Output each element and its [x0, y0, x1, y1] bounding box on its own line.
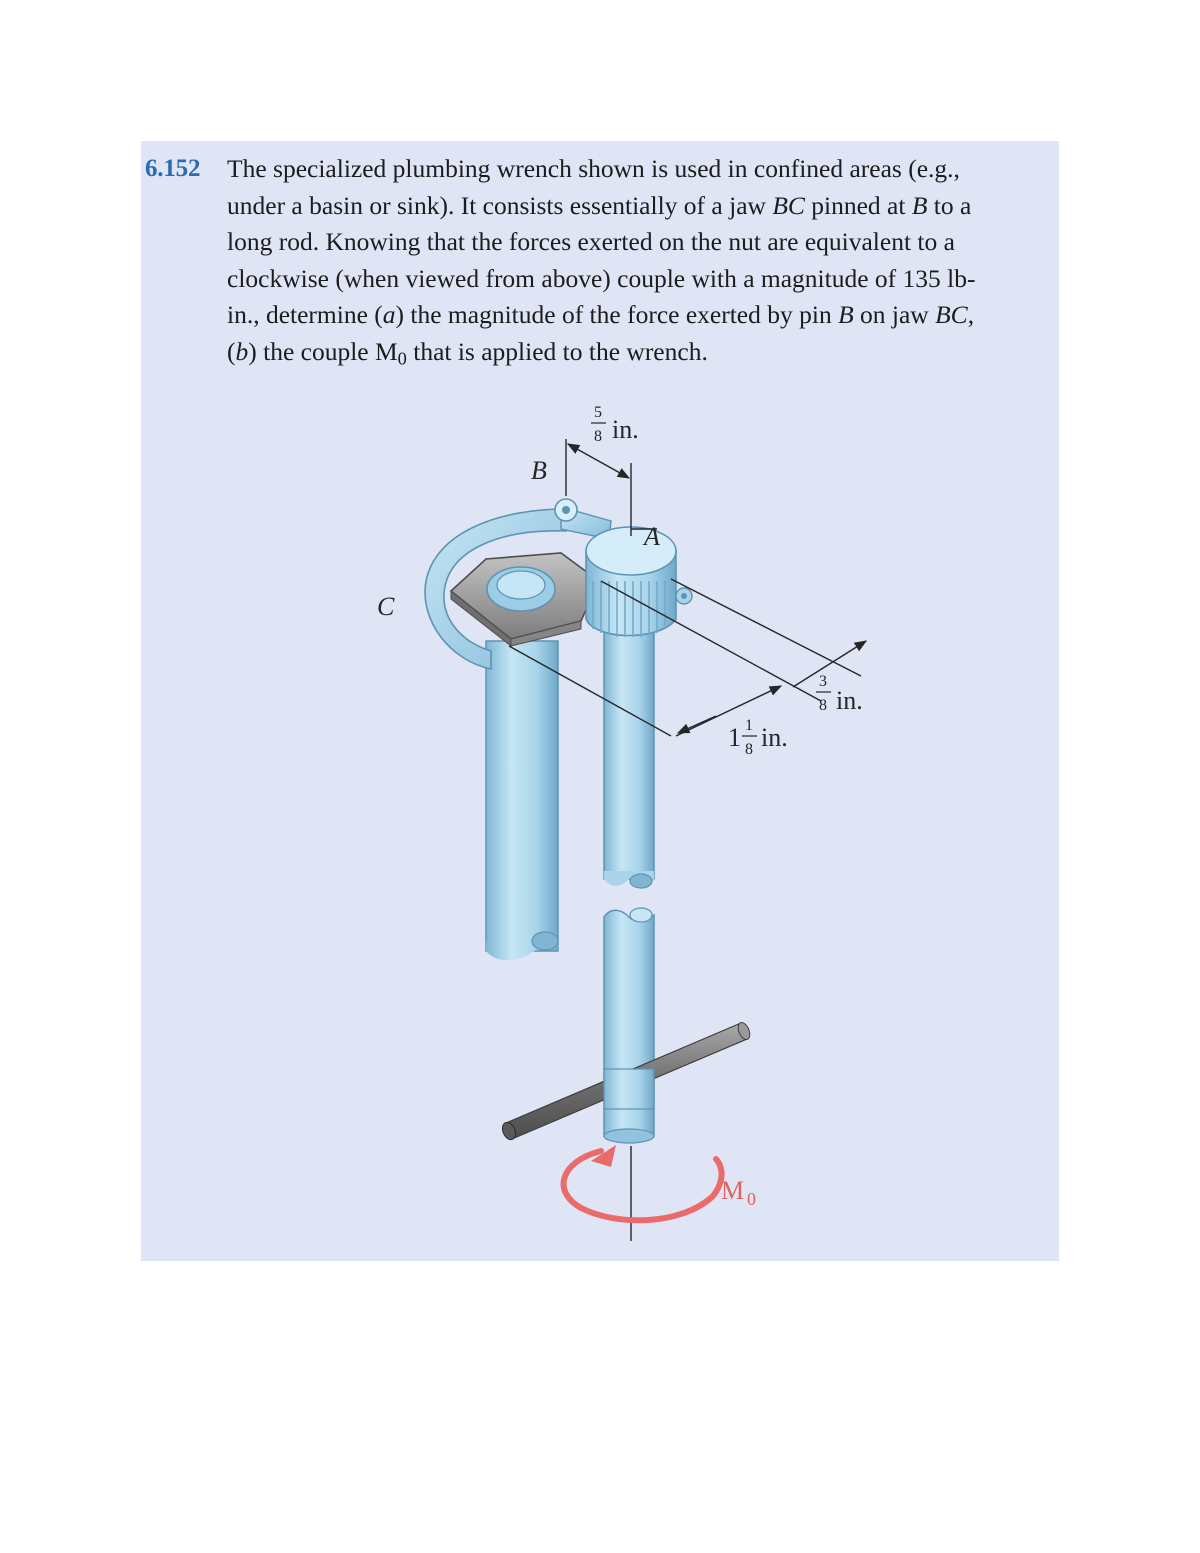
svg-text:in.: in. [836, 686, 863, 715]
svg-text:M: M [721, 1176, 745, 1205]
svg-text:0: 0 [747, 1189, 756, 1209]
moment-arrow [564, 1145, 722, 1220]
svg-text:in.: in. [612, 415, 639, 444]
svg-text:8: 8 [594, 428, 602, 445]
svg-text:5: 5 [594, 404, 602, 421]
dimension-middle [728, 717, 788, 758]
dimension-right [816, 673, 863, 715]
problem-panel [141, 141, 1059, 1261]
problem-line-1: The specialized plumbing wrench shown is used in confined areas (e.g., [227, 154, 960, 183]
problem-number: 6.152 [145, 155, 201, 182]
dimension-top [591, 404, 639, 445]
problem-line-4: clockwise (when viewed from above) couple with a magnitude of 135 lb- [227, 263, 976, 293]
label-m0 [721, 1176, 756, 1209]
svg-text:3: 3 [819, 673, 827, 690]
main-rod-upper [604, 611, 654, 888]
jaw-rod [486, 641, 558, 960]
svg-text:1: 1 [745, 717, 753, 734]
svg-text:in.: in. [761, 723, 788, 752]
nut [451, 553, 599, 646]
label-b: B [531, 456, 547, 485]
svg-text:8: 8 [745, 741, 753, 758]
problem-line-3: long rod. Knowing that the forces exerted on the nut are equivalent to a [227, 227, 955, 257]
label-a: A [644, 522, 660, 551]
label-c: C [377, 592, 395, 621]
problem-line-5: in., determine (a) the magnitude of the force exerted by pin B on jaw BC, [227, 300, 975, 330]
svg-text:1: 1 [728, 723, 741, 752]
problem-line-6: (b) the couple $M_0$ that is applied to the wrench. [227, 336, 708, 369]
problem-line-2: under a basin or sink). It consists essentially of a jaw BC pinned at B to a [227, 190, 972, 220]
wrench-figure [141, 141, 1059, 1261]
svg-text:8: 8 [819, 697, 827, 714]
